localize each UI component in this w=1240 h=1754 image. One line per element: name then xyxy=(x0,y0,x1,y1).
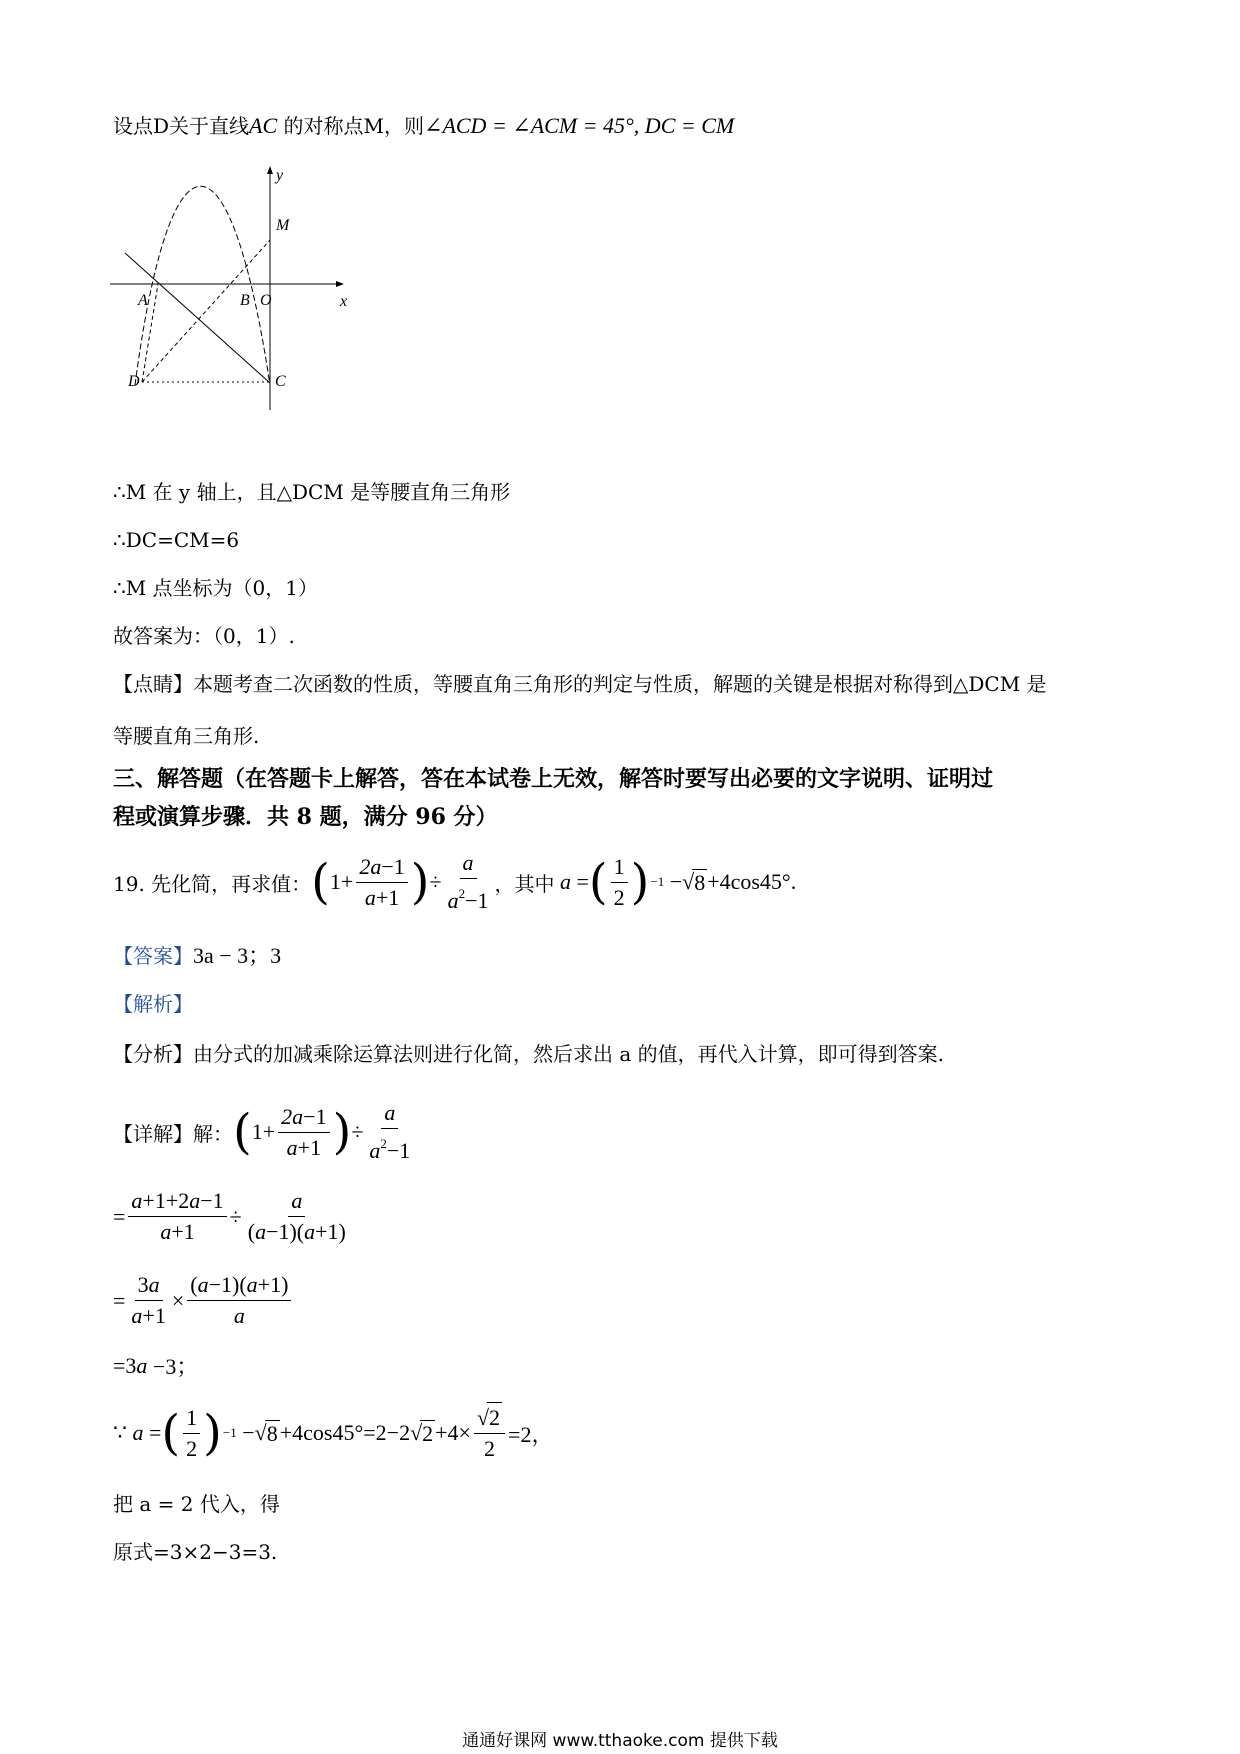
dianjing-tag: 【点睛】 xyxy=(113,672,193,696)
q19-detail-row: 【详解】 解： ( 1+ $\frac{2a-1}{a+1}$ ) ÷ $\frac{a}{a^2-1}$ xyxy=(113,1100,411,1163)
dianjing-line-1 xyxy=(113,670,1047,698)
q19-jiexi-tag: 【解析】 xyxy=(113,992,193,1016)
footer: 通通好课网 www.tthaoke.com 提供下载 xyxy=(462,1731,778,1751)
intro-mid: 的对称点M，则 xyxy=(277,114,425,138)
dianjing-line-2: 等腰直角三角形. xyxy=(113,724,260,748)
section-3-heading-2: 程或演算步骤．共 8 题，满分 96 分） xyxy=(113,804,498,830)
q19-fenxi-line xyxy=(113,1040,944,1068)
line-dm xyxy=(142,240,270,382)
step-3: ∴M 点坐标为（0，1） xyxy=(113,576,319,600)
intro-prefix: 设点D关于直线 xyxy=(113,114,250,138)
parabola-diagram xyxy=(100,160,360,420)
label-b: B xyxy=(240,292,250,309)
q19-step-2: = $\frac{3a}{a+1}$ × $\frac{(a-1)(a+1)}{a}$ xyxy=(113,1270,294,1331)
q19-where: ，其中 xyxy=(494,871,555,896)
intro-ac: AC xyxy=(249,113,278,138)
label-a: A xyxy=(138,292,148,309)
q19-sub-a: 把 a = 2 代入，得 xyxy=(113,1492,280,1516)
label-x: x xyxy=(340,293,348,310)
q19-answer-tag: 【答案】 xyxy=(113,944,193,968)
q19-number: 19. 先化简，再求值： xyxy=(113,871,312,896)
label-c: C xyxy=(275,373,286,390)
label-m: M xyxy=(276,217,290,234)
q19-step-3: =3 a −3； xyxy=(113,1352,199,1379)
label-o: O xyxy=(260,292,272,309)
q19-answer-line xyxy=(113,942,281,970)
intro-formula: ∠ACD = ∠ACM = 45°, DC = CM xyxy=(424,113,735,138)
q19-result: 原式=3×2−3=3. xyxy=(113,1540,278,1564)
label-d: D xyxy=(128,373,140,390)
parabola-curve xyxy=(135,186,270,385)
q19-fenxi-tag: 【分析】 xyxy=(113,1042,193,1066)
q19-detail-prefix: 解： xyxy=(193,1121,233,1146)
q19-fenxi: 由分式的加减乘除运算法则进行化简，然后求出 a 的值，再代入计算，即可得到答案. xyxy=(193,1042,944,1066)
dianjing-text-1: 本题考查二次函数的性质，等腰直角三角形的判定与性质，解题的关键是根据对称得到△DCM 是 xyxy=(193,672,1047,696)
intro-line xyxy=(113,112,734,140)
q19-step-1: = $\frac{a+1+2a-1}{a+1}$ ÷ $\frac{a}{(a-1)(a+1)}$ xyxy=(113,1188,346,1244)
step-2: ∴DC=CM=6 xyxy=(113,528,240,552)
section-3-heading-1: 三、解答题（在答题卡上解答，答在本试卷上无效，解答时要写出必要的文字说明、证明过 xyxy=(113,766,994,792)
label-y: y xyxy=(276,167,284,184)
q19-detail-tag: 【详解】 xyxy=(113,1121,193,1146)
q19-row: 19. 先化简，再求值： ( 1+ $\frac{2a-1}{a+1}$ ) ÷ $\frac{a}{a^2-1}$ ，其中 a = ( $\frac{1}{2}$ ) −1 −√ 8 +4cos45°. xyxy=(113,850,797,913)
q19-step-4: ∵ a = ( $\frac{1}{2}$ ) −1 −√ 8 +4cos45°=2−2√ 2 +4× $\frac{√2}{2}$ =2， xyxy=(113,1402,553,1464)
step-4: 故答案为：（0，1）. xyxy=(113,624,295,648)
step-1: ∴M 在 y 轴上，且△DCM 是等腰直角三角形 xyxy=(113,480,511,504)
q19-answer: 3a − 3；3 xyxy=(193,943,282,968)
